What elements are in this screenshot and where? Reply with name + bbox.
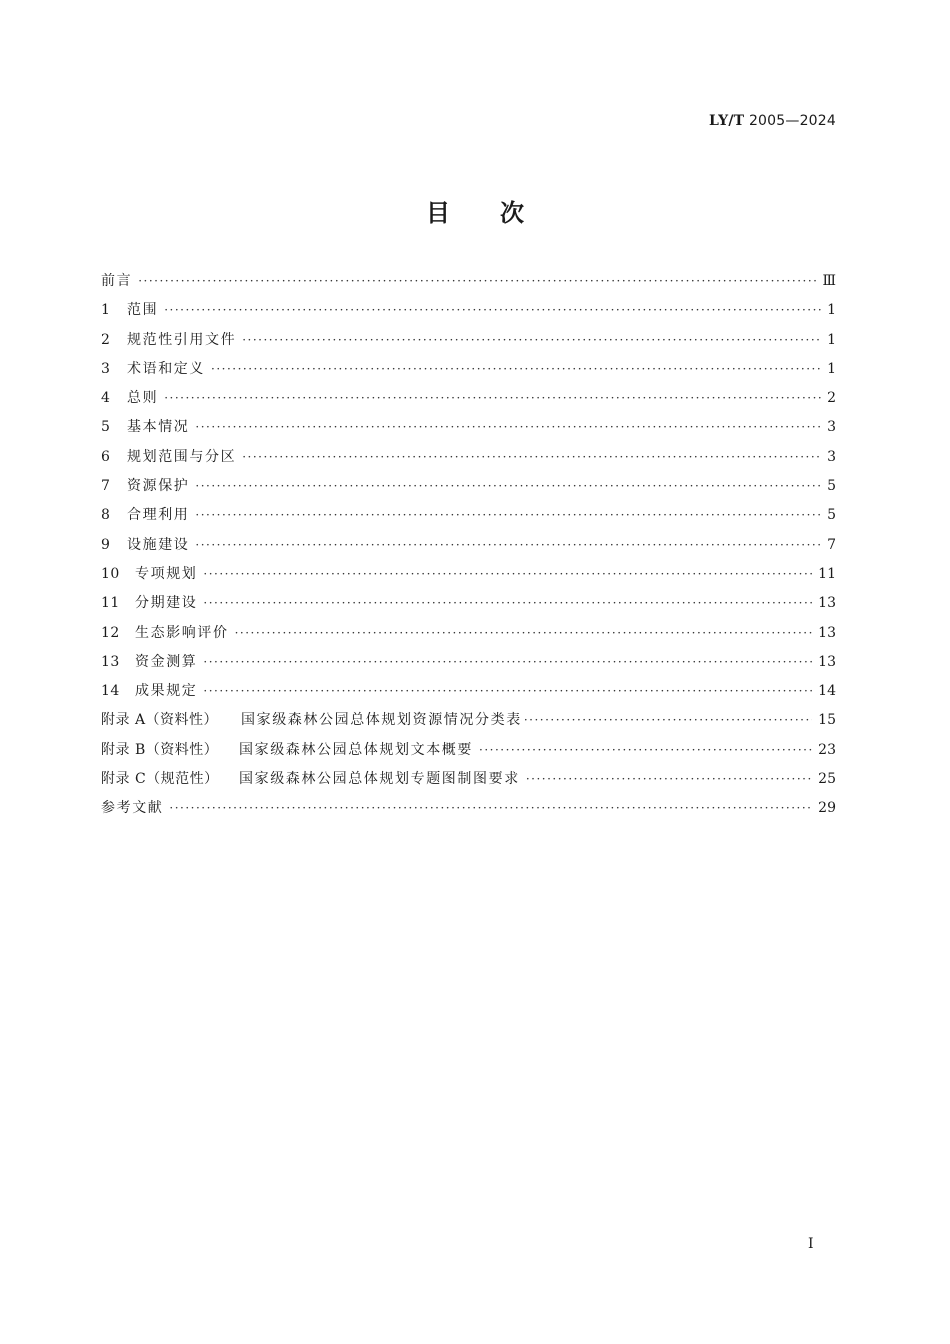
toc-entry-number: 10	[101, 565, 120, 582]
toc-dot-leader	[203, 655, 812, 669]
toc-entry-number: 附录 A（资料性）	[101, 712, 219, 729]
toc-entry-page: 23	[818, 741, 836, 758]
toc-dot-leader	[235, 626, 813, 640]
toc-entry-label: 国家级森林公园总体规划专题图制图要求	[239, 771, 520, 788]
toc-entry-page: 29	[818, 800, 836, 817]
toc-dot-leader	[242, 333, 821, 347]
page-number: I	[808, 1236, 814, 1252]
toc-entry-references[interactable]	[101, 797, 836, 826]
toc-entry-10[interactable]	[101, 563, 836, 592]
toc-dot-leader	[195, 479, 821, 493]
toc-dot-leader	[164, 303, 821, 317]
toc-dot-leader	[195, 420, 821, 434]
toc-entry-7[interactable]	[101, 475, 836, 504]
standard-code-prefix: LY/T	[709, 113, 745, 129]
toc-dot-leader	[195, 508, 821, 522]
toc-entry-13[interactable]	[101, 651, 836, 680]
toc-entry-page: 3	[827, 419, 836, 436]
toc-entry-label: 资金测算	[135, 653, 198, 670]
toc-entry-label: 国家级森林公园总体规划资源情况分类表	[241, 712, 522, 729]
toc-entry-label: 规划范围与分区	[127, 448, 237, 465]
toc-dot-leader	[203, 567, 812, 581]
toc-dot-leader	[524, 713, 812, 727]
toc-dot-leader	[203, 684, 812, 698]
toc-entry-12[interactable]	[101, 622, 836, 651]
toc-dot-leader	[195, 538, 821, 552]
toc-entry-label: 成果规定	[135, 683, 198, 700]
toc-entry-label: 专项规划	[135, 565, 198, 582]
toc-entry-page: 25	[818, 771, 836, 788]
toc-entry-label: 总则	[127, 390, 159, 407]
toc-entry-appendix-a[interactable]	[101, 709, 836, 738]
toc-entry-label: 资源保护	[127, 478, 190, 495]
standard-code-number: 2005—2024	[748, 113, 836, 129]
toc-entry-appendix-b[interactable]	[101, 739, 836, 768]
toc-entry-5[interactable]	[101, 416, 836, 445]
toc-dot-leader	[138, 274, 816, 288]
toc-entry-page: Ⅲ	[822, 273, 836, 289]
toc-entry-6[interactable]	[101, 446, 836, 475]
toc-entry-appendix-c[interactable]	[101, 768, 836, 797]
toc-entry-number: 13	[101, 653, 120, 670]
toc-entry-number: 9	[101, 536, 111, 553]
toc-entry-page: 11	[818, 565, 836, 582]
toc-entry-label: 分期建设	[135, 595, 198, 612]
toc-entry-label: 基本情况	[127, 419, 190, 436]
toc-entry-number: 6	[101, 448, 111, 465]
toc-dot-leader	[169, 801, 812, 815]
toc-entry-page: 13	[818, 653, 836, 670]
toc-title-left: 目	[426, 199, 450, 227]
toc-entry-number: 2	[101, 331, 111, 348]
toc-list	[101, 270, 836, 827]
toc-dot-leader	[211, 362, 821, 376]
toc-title	[0, 193, 950, 228]
toc-entry-3[interactable]	[101, 358, 836, 387]
toc-entry-page: 1	[827, 331, 836, 348]
toc-entry-14[interactable]	[101, 680, 836, 709]
toc-entry-2[interactable]	[101, 329, 836, 358]
toc-entry-page: 5	[827, 507, 836, 524]
toc-entry-number: 12	[101, 624, 120, 641]
toc-entry-label: 国家级森林公园总体规划文本概要	[239, 741, 473, 758]
toc-entry-page: 3	[827, 448, 836, 465]
toc-entry-page: 7	[827, 536, 836, 553]
toc-entry-page: 1	[827, 360, 836, 377]
toc-dot-leader	[164, 391, 821, 405]
toc-entry-page: 14	[818, 683, 836, 700]
toc-entry-page: 13	[818, 595, 836, 612]
toc-entry-number: 4	[101, 390, 111, 407]
toc-entry-number: 5	[101, 419, 111, 436]
toc-entry-label: 生态影响评价	[135, 624, 229, 641]
toc-dot-leader	[526, 772, 812, 786]
toc-entry-number: 3	[101, 360, 111, 377]
toc-entry-label: 合理利用	[127, 507, 190, 524]
toc-entry-label: 规范性引用文件	[127, 331, 237, 348]
toc-entry-9[interactable]	[101, 534, 836, 563]
toc-entry-page: 13	[818, 624, 836, 641]
toc-entry-page: 1	[827, 302, 836, 319]
toc-entry-page: 5	[827, 478, 836, 495]
toc-entry-number: 附录 C（规范性）	[101, 771, 219, 788]
toc-entry-number: 附录 B（资料性）	[101, 741, 219, 758]
toc-dot-leader	[203, 596, 812, 610]
toc-entry-page: 15	[818, 712, 836, 729]
standard-code	[709, 113, 836, 129]
toc-dot-leader	[242, 450, 821, 464]
toc-entry-label: 范围	[127, 302, 159, 319]
toc-entry-number: 1	[101, 302, 111, 319]
toc-entry-number: 11	[101, 595, 120, 612]
toc-entry-label: 参考文献	[101, 800, 164, 817]
toc-dot-leader	[479, 743, 812, 757]
toc-entry-number: 14	[101, 683, 120, 700]
toc-entry-number: 7	[101, 478, 111, 495]
toc-entry-label: 术语和定义	[127, 360, 205, 377]
toc-title-right: 次	[500, 199, 524, 227]
toc-entry-label: 设施建设	[127, 536, 190, 553]
toc-entry-preface[interactable]	[101, 270, 836, 299]
toc-entry-label: 前言	[101, 273, 133, 289]
toc-entry-number: 8	[101, 507, 111, 524]
toc-entry-11[interactable]	[101, 592, 836, 621]
toc-entry-4[interactable]	[101, 387, 836, 416]
toc-entry-8[interactable]	[101, 504, 836, 533]
toc-entry-1[interactable]	[101, 299, 836, 328]
toc-entry-page: 2	[827, 390, 836, 407]
